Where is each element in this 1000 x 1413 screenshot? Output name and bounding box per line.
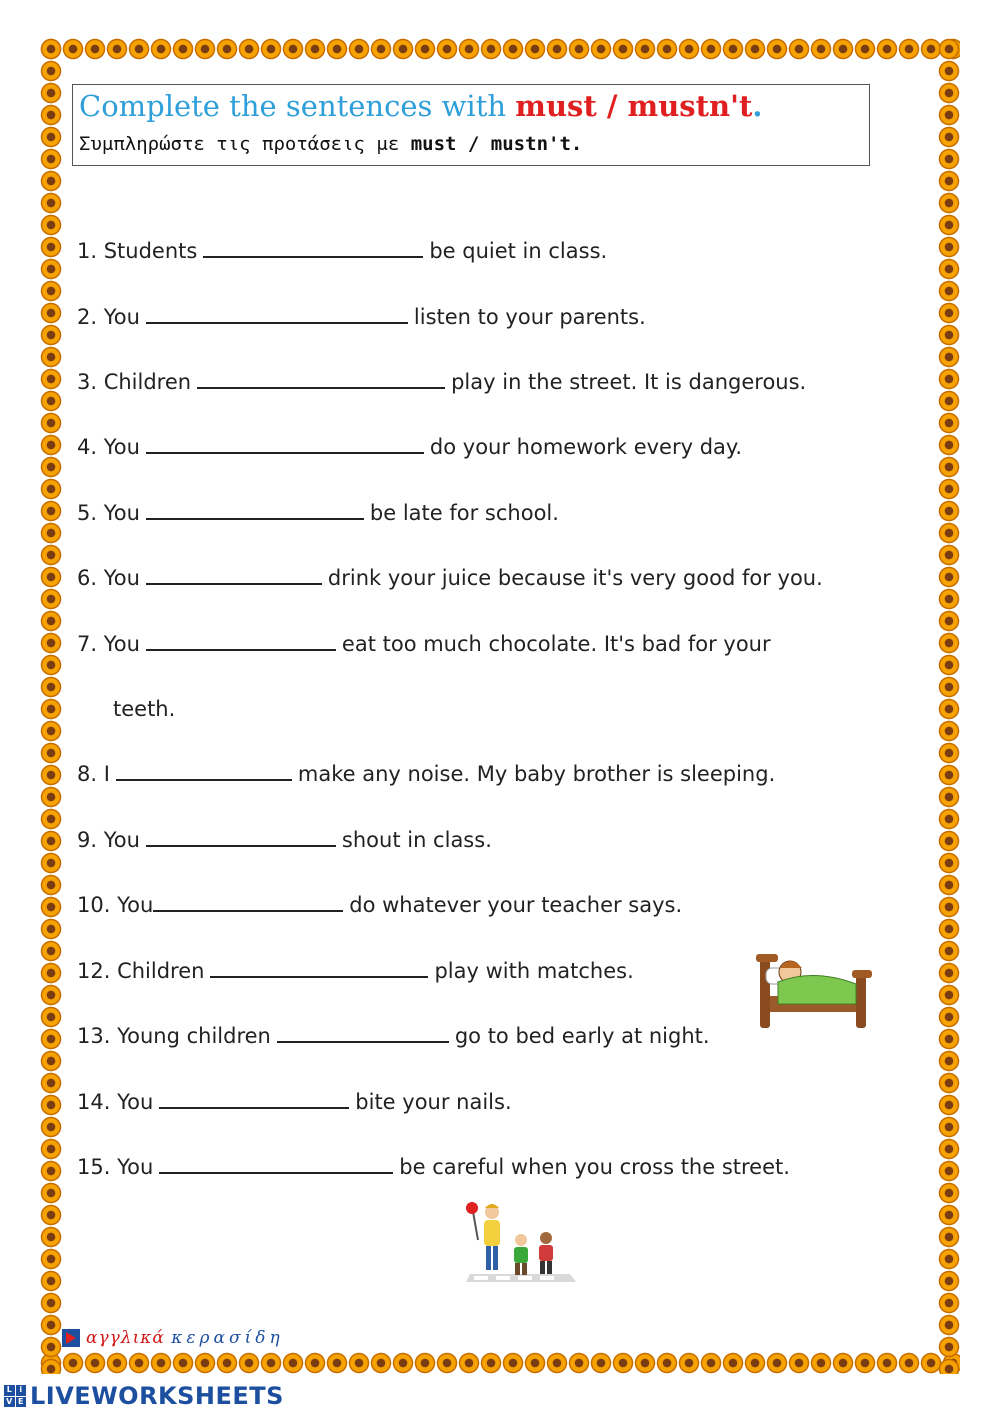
sentence-start: 13. Young children [77, 1024, 271, 1048]
english-instruction-keyword: must / mustn't [515, 89, 753, 123]
sentence-start: 1. Students [77, 239, 198, 263]
sentence-end: eat too much chocolate. It's bad for your [341, 632, 771, 656]
logo-letter: L [4, 1385, 15, 1396]
answer-blank-9[interactable] [146, 825, 336, 847]
liveworksheets-logo-icon [4, 1385, 26, 1407]
sentence-1 [77, 236, 607, 266]
sentence-12 [77, 956, 634, 986]
sentence-end: be late for school. [369, 501, 559, 525]
sentence-end: play in the street. It is dangerous. [451, 370, 807, 394]
answer-blank-14[interactable] [159, 1087, 349, 1109]
sentence-start: 7. You [77, 632, 140, 656]
crossing-guard-with-children-picture [466, 1200, 576, 1284]
sunflower-border-right [938, 38, 960, 1374]
answer-blank-6[interactable] [146, 563, 322, 585]
sentence-start: teeth. [113, 697, 176, 721]
greek-instruction [79, 133, 582, 155]
greek-instruction-text: Συμπληρώστε τις προτάσεις με [79, 133, 411, 155]
publisher-logo-blue-text: κερασίδη [171, 1328, 284, 1348]
sentence-start: 6. You [77, 566, 140, 590]
english-instruction-dot: . [752, 89, 763, 123]
sentence-end: do your homework every day. [429, 435, 743, 459]
sentence-end: bite your nails. [355, 1090, 512, 1114]
sentence-end: shout in class. [341, 828, 492, 852]
english-instruction [79, 89, 763, 123]
sentence-4 [77, 432, 742, 462]
liveworksheets-brand[interactable] [4, 1382, 284, 1410]
answer-blank-1[interactable] [203, 236, 423, 258]
sunflower-border-bottom [40, 1352, 960, 1374]
sunflower-border-top [40, 38, 960, 60]
answer-blank-10[interactable] [153, 890, 343, 912]
english-instruction-text: Complete the sentences with [79, 89, 516, 123]
sentence-end: listen to your parents. [413, 305, 646, 329]
sentence-2 [77, 302, 646, 332]
sentence-end: drink your juice because it's very good for you. [327, 566, 823, 590]
sentence-5 [77, 498, 559, 528]
sentence-7-continuation [113, 694, 175, 724]
answer-blank-3[interactable] [197, 367, 445, 389]
sentence-start: 8. I [77, 762, 110, 786]
instructions-box [72, 84, 870, 166]
publisher-logo-text [86, 1328, 284, 1348]
sentence-start: 2. You [77, 305, 140, 329]
sentence-3 [77, 367, 806, 397]
logo-letter: i [16, 1385, 27, 1396]
sentence-end: be quiet in class. [429, 239, 608, 263]
logo-letter: E [16, 1397, 27, 1408]
publisher-logo-icon [62, 1329, 80, 1347]
answer-blank-15[interactable] [159, 1152, 393, 1174]
sentence-end: be careful when you cross the street. [399, 1155, 790, 1179]
answer-blank-5[interactable] [146, 498, 364, 520]
sentence-start: 5. You [77, 501, 140, 525]
sentence-end: play with matches. [434, 959, 634, 983]
sentence-start: 10. You [77, 893, 154, 917]
sentence-8 [77, 759, 775, 789]
sentence-15 [77, 1152, 790, 1182]
liveworksheets-brand-text: LIVEWORKSHEETS [30, 1382, 284, 1410]
sentence-13 [77, 1021, 710, 1051]
sentence-7 [77, 629, 771, 659]
answer-blank-13[interactable] [277, 1021, 449, 1043]
sunflower-border-left [40, 38, 62, 1374]
sentence-start: 12. Children [77, 959, 205, 983]
sentence-start: 4. You [77, 435, 140, 459]
sentence-end: do whatever your teacher says. [349, 893, 683, 917]
sentence-end: make any noise. My baby brother is sleeping. [297, 762, 776, 786]
sentence-end: go to bed early at night. [454, 1024, 710, 1048]
sentence-6 [77, 563, 823, 593]
publisher-logo [62, 1326, 284, 1350]
answer-blank-4[interactable] [146, 432, 424, 454]
sentence-start: 3. Children [77, 370, 192, 394]
logo-letter: V [4, 1397, 15, 1408]
sentence-start: 14. You [77, 1090, 154, 1114]
child-sleeping-in-bed-picture [756, 946, 872, 1028]
sentence-14 [77, 1087, 512, 1117]
answer-blank-2[interactable] [146, 302, 408, 324]
sentence-10 [77, 890, 682, 920]
answer-blank-12[interactable] [210, 956, 428, 978]
answer-blank-7[interactable] [146, 629, 336, 651]
publisher-logo-red-text: αγγλικά [86, 1328, 165, 1348]
sentence-start: 9. You [77, 828, 140, 852]
greek-instruction-keyword: must / mustn't. [410, 133, 583, 155]
answer-blank-8[interactable] [116, 759, 292, 781]
sentence-start: 15. You [77, 1155, 154, 1179]
sentence-9 [77, 825, 492, 855]
